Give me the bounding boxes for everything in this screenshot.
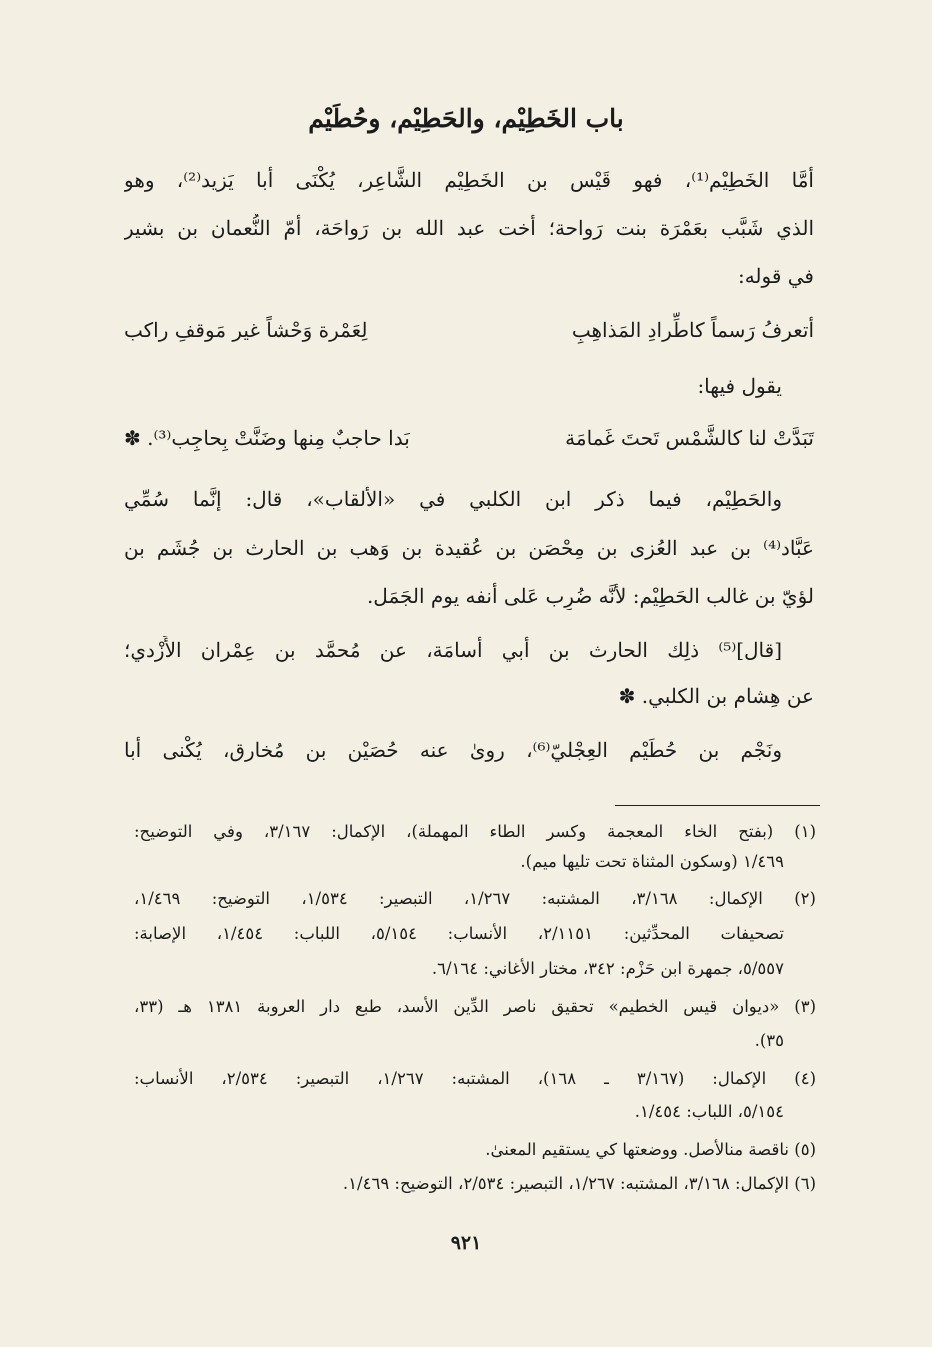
verse xyxy=(124,424,814,454)
body-line: [قال]⁽⁵⁾ ذلِك الحارث بن أبي أُسامَة، عن مُحمَّد بن عِمْران الأَزْدي؛ xyxy=(124,638,782,662)
footnote-text: الإكمال: (٣/١٦٧ ـ ١٦٨)، المشتبه: ١/٢٦٧، التبصير: ٢/٥٣٤، الأنساب: xyxy=(134,1069,767,1088)
footnote-text: (بفتح الخاء المعجمة وكسر الطاء المهملة)، الإكمال: ٣/١٦٧، وفي التوضيح: xyxy=(134,822,774,841)
verse xyxy=(124,316,814,346)
footnote-line xyxy=(134,995,816,1019)
footnote-number: (٤) xyxy=(794,1069,816,1088)
footnote-text: الإكمال: ٣/١٦٨، المشتبه: ١/٢٦٧، التبصير: ٢/٥٣٤، التوضيح: ١/٤٦٩. xyxy=(342,1174,789,1193)
verse-second-hemistich: بَدا حاجبٌ مِنها وضَنَّتْ بِحاجِب⁽³⁾. ✽ xyxy=(124,426,410,450)
footnote-line xyxy=(134,1067,816,1091)
body-line: أمَّا الخَطِيْم⁽¹⁾، فهو قَيْس بن الخَطِيْم الشَّاعِر، يُكْنَى أبا يَزيد⁽²⁾، وهو xyxy=(124,168,814,192)
footnote-number: (٦) xyxy=(794,1174,816,1193)
footnote-line: تصحيفات المحدِّثين: ٢/١١٥١، الأنساب: ٥/١٥٤، اللباب: ١/٤٥٤، الإصابة: xyxy=(134,924,784,943)
footnote-line: ٣٥). xyxy=(754,1031,784,1050)
chapter-title: باب الخَطِيْم، والحَطِيْم، وحُطَيْم xyxy=(308,104,624,133)
footnote-number: (٢) xyxy=(794,889,816,908)
body-line: عن هِشام بن الكلبي. ✽ xyxy=(618,684,814,708)
footnote-line xyxy=(134,820,816,844)
body-line: لؤيّ بن غالب الحَطِيْم: لأنَّه ضُرِب عَلى أنفه يوم الجَمَل. xyxy=(366,584,814,608)
footnote-text: ناقصة منالأصل. ووضعتها كي يستقيم المعنىٰ. xyxy=(485,1140,789,1159)
body-line: والحَطِيْم، فيما ذكر ابن الكلبي في «الألقاب»، قال: إنَّما سُمِّي xyxy=(124,487,782,511)
footnote-line: ٥/٥٥٧، جمهرة ابن حَزْم: ٣٤٢، مختار الأغاني: ٦/١٦٤. xyxy=(431,959,784,978)
body-line: عَبَّاد⁽⁴⁾ بن عبد العُزى بن مِحْصَن بن عُقيدة بن وَهب بن الحارث بن جُشَم بن xyxy=(124,536,814,560)
footnote-number: (١) xyxy=(794,822,816,841)
footnote-text: «ديوان قيس الخطيم» تحقيق ناصر الدِّين الأسد، طبع دار العروبة ١٣٨١ هـ (٣٣، xyxy=(134,997,780,1016)
footnote-line xyxy=(134,1172,816,1196)
footnote-line xyxy=(134,887,816,911)
verse-first-hemistich: أتعرفُ رَسماً كاطِّرادِ المَذاهِبِ xyxy=(571,318,814,342)
footnote-line: ١/٤٦٩ (وسكون المثناة تحت تليها ميم). xyxy=(520,852,784,871)
page-number: ٩٢١ xyxy=(450,1232,482,1254)
body-line: الذي شَبَّب بعَمْرَة بنت رَواحة؛ أخت عبد الله بن رَواحَة، أمّ النُّعمان بن بشير xyxy=(124,216,814,240)
footnote-number: (٣) xyxy=(794,997,816,1016)
verse-first-hemistich: تَبَدَّتْ لنا كالشَّمْس تَحتَ غَمامَة xyxy=(565,426,814,450)
verse-intro: يقول فيها: xyxy=(697,374,782,398)
body-line: في قوله: xyxy=(737,264,814,288)
footnote-text: الإكمال: ٣/١٦٨، المشتبه: ١/٢٦٧، التبصير: ١/٥٣٤، التوضيح: ١/٤٦٩، xyxy=(134,889,763,908)
verse-second-hemistich: لِعَمْرة وَحْشاً غير مَوقفِ راكب xyxy=(124,318,368,342)
body-line: ونَجْم بن حُطَيْم العِجْليّ⁽⁶⁾، روىٰ عنه حُصَيْن بن مُخارق، يُكْنى أبا xyxy=(124,738,782,762)
footnote-line: ٥/١٥٤، اللباب: ١/٤٥٤. xyxy=(634,1102,784,1121)
footnote-line xyxy=(134,1138,816,1162)
footnote-number: (٥) xyxy=(794,1140,816,1159)
footnote-separator xyxy=(615,805,820,806)
